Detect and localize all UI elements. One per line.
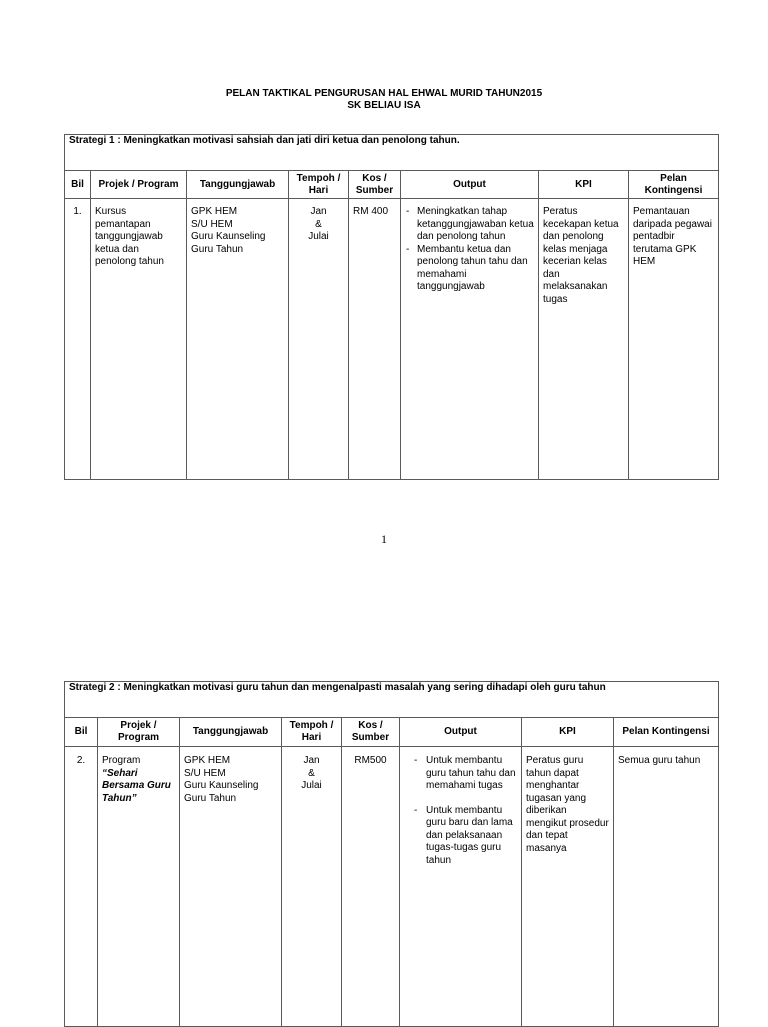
row-projek — [98, 747, 180, 1027]
resp-line: GPK HEM — [184, 755, 231, 766]
col-pelan: Pelan Kontingensi — [614, 718, 719, 747]
row-tempoh — [289, 199, 349, 480]
resp-line: Guru Tahun — [184, 792, 237, 804]
output-item: - Meningkatkan tahap ketanggungjawaban ketua dan penolong tahun — [405, 206, 534, 244]
document-title: PELAN TAKTIKAL PENGURUSAN HAL EHWAL MURID TAHUN2015 — [225, 88, 543, 99]
row-projek: Kursus pemantapan tanggungjawab ketua dan penolong tahun — [91, 199, 187, 480]
col-tanggungjawab: Tanggungjawab — [187, 171, 289, 199]
row-tanggungjawab — [187, 199, 289, 480]
col-projek: Projek / Program — [98, 718, 180, 747]
tempoh-line: Julai — [308, 231, 329, 242]
row-tempoh — [282, 747, 342, 1027]
strategy-1-table — [64, 134, 719, 480]
row-kpi: Peratus kecekapan ketua dan penolong kelas menjaga kecerian kelas dan melaksanakan tugas — [539, 199, 629, 480]
row-output — [400, 747, 522, 1027]
col-tanggungjawab: Tanggungjawab — [180, 718, 282, 747]
col-kos: Kos / Sumber — [342, 718, 400, 747]
projek-prefix: Program — [102, 755, 141, 766]
col-kos: Kos / Sumber — [349, 171, 401, 199]
resp-line: GPK HEM — [191, 206, 238, 217]
projek-name: “Sehari Bersama Guru Tahun” — [102, 767, 171, 804]
resp-line: S/U HEM — [191, 218, 233, 230]
page-number: 1 — [381, 532, 387, 546]
row-tanggungjawab — [180, 747, 282, 1027]
header-row — [65, 718, 719, 747]
output-item: - Untuk membantu guru tahun tahu dan memahami tugas — [414, 755, 517, 793]
col-kpi: KPI — [522, 718, 614, 747]
col-bil: Bil — [65, 171, 91, 199]
col-pelan: Pelan Kontingensi — [629, 171, 719, 199]
col-output: Output — [400, 718, 522, 747]
tempoh-line: Jan — [310, 206, 327, 217]
tempoh-line: Julai — [301, 780, 322, 791]
tempoh-line: & — [308, 767, 315, 779]
row-output — [401, 199, 539, 480]
school-name: SK BELIAU ISA — [347, 100, 421, 111]
col-projek: Projek / Program — [91, 171, 187, 199]
row-bil: 1. — [65, 199, 91, 480]
header-row — [65, 171, 719, 199]
strategy-2-table — [64, 681, 719, 1027]
resp-line: Guru Kaunseling — [191, 231, 266, 242]
row-bil: 2. — [65, 747, 98, 1027]
row-kos: RM500 — [342, 747, 400, 1027]
tempoh-line: Jan — [303, 755, 320, 766]
output-item: - Untuk membantu guru baru dan lama dan pelaksanaan tugas-tugas guru tahun — [414, 805, 517, 868]
row-kpi: Peratus guru tahun dapat menghantar tugasan yang diberikan mengikut prosedur dan tepat masanya — [522, 747, 614, 1027]
col-kpi: KPI — [539, 171, 629, 199]
row-pelan: Semua guru tahun — [614, 747, 719, 1027]
col-tempoh: Tempoh / Hari — [282, 718, 342, 747]
col-output: Output — [401, 171, 539, 199]
tempoh-line: & — [315, 218, 322, 230]
resp-line: Guru Kaunseling — [184, 780, 259, 791]
resp-line: Guru Tahun — [191, 243, 244, 255]
row-kos: RM 400 — [349, 199, 401, 480]
strategy-2-heading: Strategi 2 : Meningkatkan motivasi guru tahun dan mengenalpasti masalah yang sering dihadapi oleh guru tahun — [65, 682, 719, 718]
col-bil: Bil — [65, 718, 98, 747]
table-row — [65, 747, 719, 1027]
table-row — [65, 199, 719, 480]
col-tempoh: Tempoh / Hari — [289, 171, 349, 199]
resp-line: S/U HEM — [184, 767, 226, 779]
output-item: - Membantu ketua dan penolong tahun tahu dan memahami tanggungjawab — [405, 244, 534, 294]
row-pelan: Pemantauan daripada pegawai pentadbir terutama GPK HEM — [629, 199, 719, 480]
strategy-1-heading: Strategi 1 : Meningkatkan motivasi sahsiah dan jati diri ketua dan penolong tahun. — [65, 135, 719, 171]
